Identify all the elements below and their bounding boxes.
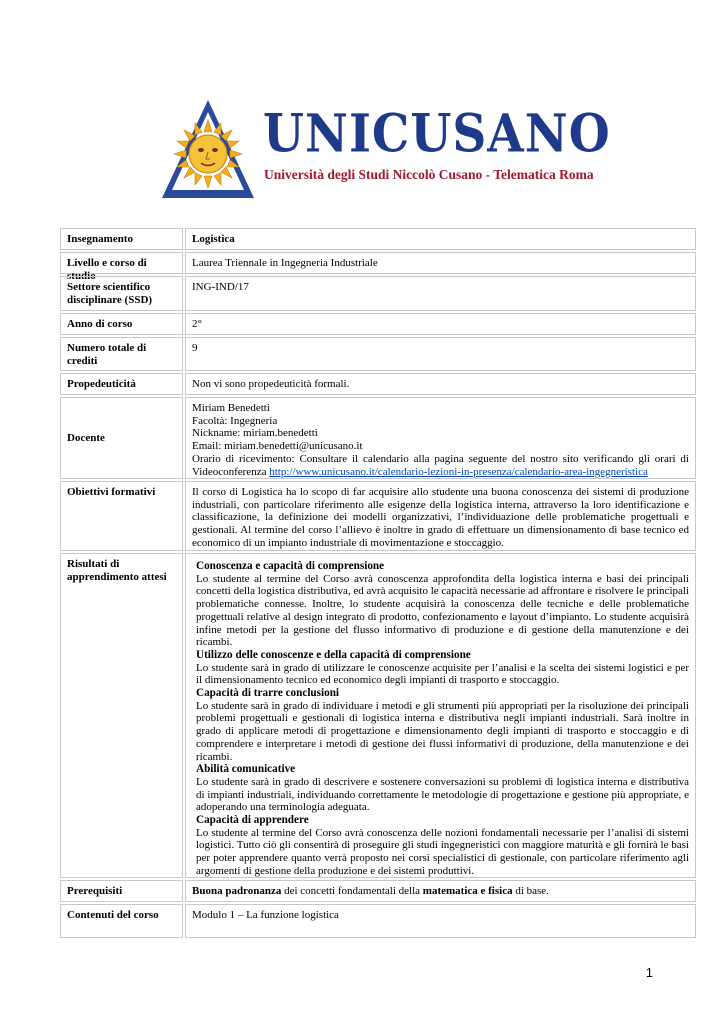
prereq-text-2: di base. [512,885,549,897]
label-docente [60,397,183,479]
docente-faculty: Facoltà: Ingegneria [192,414,278,427]
risultati-heading-2: Utilizzo delle conoscenze e della capacità di comprensione [196,648,471,661]
row-contenuti [60,904,696,938]
reception-text: Orario di ricevimento: Consultare il calendario alla pagina seguente del nostro sito verificando gli orari di Videoconferenza [192,452,689,478]
row-risultati [60,553,696,878]
sun-face-emblem-icon [160,98,256,204]
row-docente [60,397,696,479]
label-propedeuticita: Propedeuticità [60,373,183,395]
value-anno: 2° [185,313,696,335]
docente-nickname: Nickname: miriam.benedetti [192,427,318,440]
value-docente [185,397,696,479]
risultati-heading-3: Capacità di trarre conclusioni [196,687,340,700]
label-crediti: Numero totale di crediti [60,337,183,371]
value-risultati [185,553,696,878]
prereq-text-1: dei concetti fondamentali della [281,885,423,897]
risultati-paragraph-5: Lo studente al termine del Corso avrà conoscenza delle nozioni fondamentali necessarie per l’analisi di sistemi logistici. Tutto ciò gli consentirà di proseguire gli studi ingegneristici con maggiore maturità e gli fornirà le basi per poter apprendere quanto verrà proposto nei corsi specialistici di gestionale, con particolare riferimento agli argomenti di gestione della produzione e dei sistemi produttivi. [196,826,689,877]
row-livello [60,252,696,282]
risultati-paragraph-2: Lo studente sarà in grado di utilizzare le conoscenze acquisite per l’analisi e la scelta dei sistemi logistici e per il dimensionamento tecnico ed economico degli impianti di trasporto e stoccaggio. [196,661,689,687]
value-crediti: 9 [185,337,696,371]
label-settore: Settore scientifico disciplinare (SSD) [60,276,183,311]
risultati-paragraph-3: Lo studente sarà in grado di individuare i metodi e gli strumenti più appropriati per la risoluzione dei principali problemi progettuali e gestionali di logistica interna e distributiva negli impianti industriali. Sarà inoltre in grado di applicare metodi di progettazione e dimensionamento degli impianti di trasporto e stoccaggio e di comprendere e interpretare i metodi di gestione dei flussi informativi di produzione, della manutenzione e dei ricambi. [196,699,689,763]
value-propedeuticita: Non vi sono propedeuticità formali. [185,373,696,395]
row-prerequisiti [60,880,696,902]
course-info-table [60,228,696,940]
label-contenuti: Contenuti del corso [60,904,183,938]
value-insegnamento: Logistica [185,228,696,250]
university-header [160,98,611,208]
risultati-heading-5: Capacità di apprendere [196,814,309,827]
row-anno [60,313,696,335]
row-propedeuticita [60,373,696,395]
calendar-link[interactable]: http://www.unicusano.it/calendario-lezioni-in-presenza/calendario-area-ingegneristica [269,465,648,478]
label-livello: Livello e corso di studio [60,252,183,274]
risultati-paragraph-1: Lo studente al termine del Corso avrà conoscenza approfondita della logistica interna e basi dei principali concetti della logistica distributiva, ed avrà acquisito le capacità necessarie ad affrontare e risolvere le principali problematiche connesse. Inoltre, lo studente acquisirà la conoscenza delle tecniche e delle problematiche progettuali relative al design integrato di prodotto, confezionamento e layout d’impianto. Lo studente acquisirà infine metodi per la gestione del flusso informativo di produzione e di gestione della manutenzione e dei ricambi. [196,572,689,649]
value-livello: Laurea Triennale in Ingegneria Industriale [185,252,696,274]
risultati-paragraph-4: Lo studente sarà in grado di descrivere e sostenere conversazioni su problemi di logistica interna e distributiva di impianti industriali, individuando correttamente le metodologie di progettazione e gestione più appropriate, e adoperando una terminologia adeguata. [196,775,689,814]
label-prerequisiti: Prerequisiti [60,880,183,902]
label-insegnamento: Insegnamento [60,228,183,250]
label-obiettivi: Obiettivi formativi [60,481,183,551]
row-crediti [60,337,696,371]
label-docente-text: Docente [67,431,105,444]
prereq-bold-2: matematica e fisica [422,885,513,897]
brand-subtitle: Università degli Studi Niccolò Cusano - Telematica Roma [264,167,594,182]
row-settore [60,276,696,311]
value-contenuti: Modulo 1 – La funzione logistica [185,904,696,938]
row-obiettivi [60,481,696,551]
row-insegnamento [60,228,696,250]
brand-name: UNICUSANO [263,103,611,166]
value-obiettivi: Il corso di Logistica ha lo scopo di far acquisire allo studente una buona conoscenza dei sistemi di produzione industriali, con particolare riferimento alle esigenze della logistica interna, attraverso la loro identificazione e classificazione, la definizione dei modelli organizzativi, l’individuazione delle problematiche progettuali e gestionali. Al termine del corso l’allievo è inoltre in grado di effettuare un dimensionamento di base tecnico ed economico di un impianto industriale di movimentazione e stoccaggio. [185,481,696,551]
label-anno: Anno di corso [60,313,183,335]
docente-name: Miriam Benedetti [192,402,270,414]
value-settore: ING-IND/17 [185,276,696,311]
page-number: 1 [645,965,653,980]
risultati-heading-1: Conoscenza e capacità di comprensione [196,560,385,572]
risultati-heading-4: Abilità comunicative [196,763,296,776]
label-risultati: Risultati di apprendimento attesi [60,553,183,878]
docente-email: Email: miriam.benedetti@unicusano.it [192,440,363,453]
value-prerequisiti [185,880,696,902]
docente-reception [192,453,689,478]
prereq-bold-1: Buona padronanza [192,885,282,897]
